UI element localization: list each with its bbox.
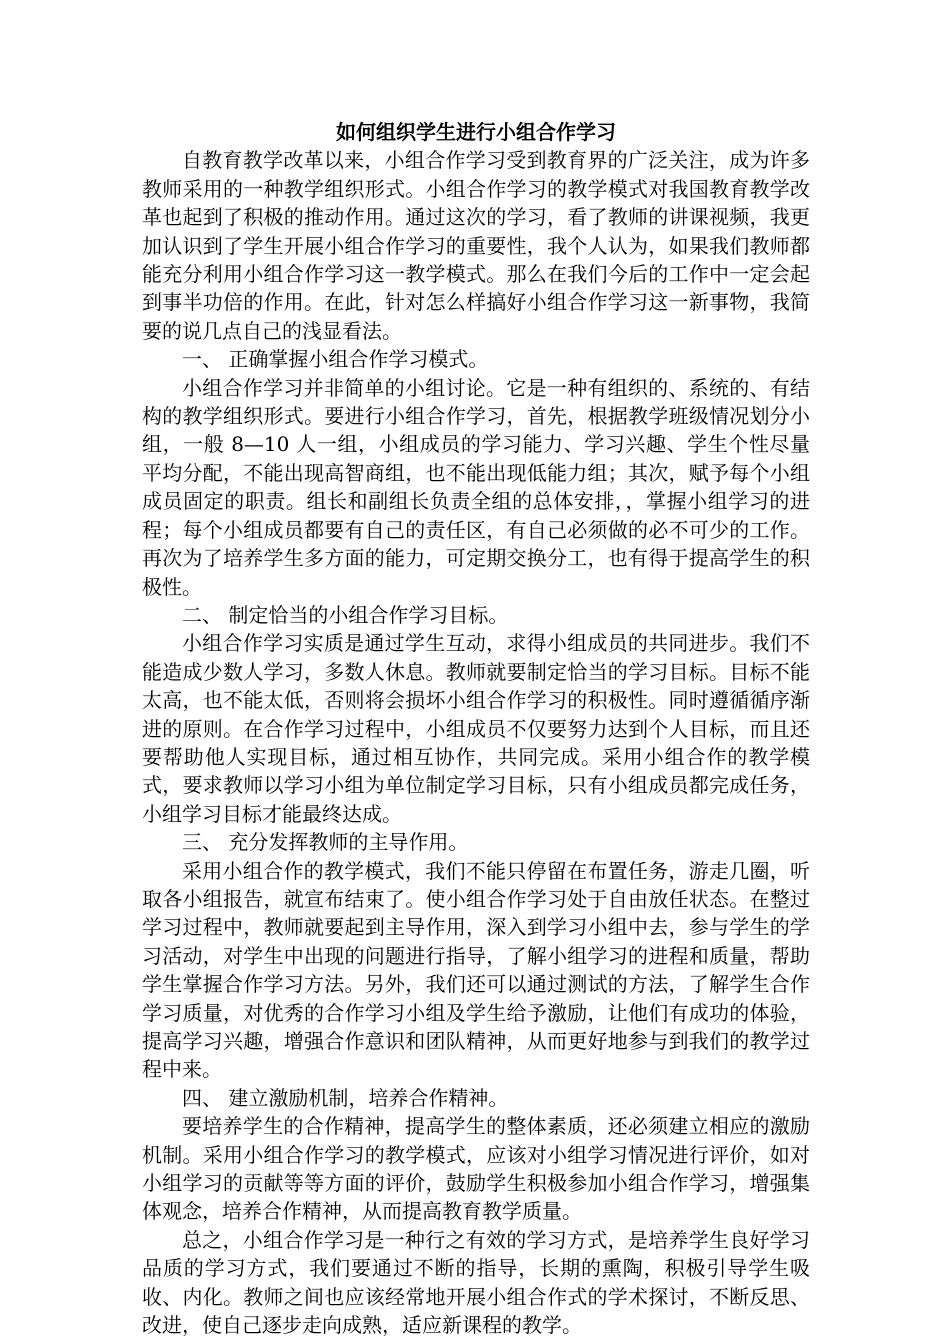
section-heading-4: 四、 建立激励机制，培养合作精神。 <box>182 1085 509 1110</box>
section-body-3: 采用小组合作的教学模式，我们不能只停留在布置任务，游走几圈，听取各小组报告，就宣布结束了。使小组合作学习处于自由放任状态。在整过学习过程中，教师就要起到主导作用，深入到学习小组中去，参与学生的学习活动，对学生中出现的问题进行指导，了解小组学习的进程和质量，帮助学生掌握合作学习方法。另外，我们还可以通过测试的方法，了解学生合作学习质量，对优秀的合作学习小组及学生给予激励，让他们有成功的体验，提高学习兴趣，增强合作意识和团队精神，从而更好地参与到我们的教学过程中来。 <box>142 858 810 1082</box>
intro-paragraph: 自教育教学改革以来，小组合作学习受到教育界的广泛关注，成为许多教师采用的一种教学组织形式。小组合作学习的教学模式对我国教育教学改革也起到了积极的推动作用。通过这次的学习，看了教师的讲课视频，我更加认识到了学生开展小组合作学习的重要性，我个人认为，如果我们教师都能充分利用小组合作学习这一教学模式。那么在我们今后的工作中一定会起到事半功倍的作用。在此，针对怎么样搞好小组合作学习这一新事物，我简要的说几点自己的浅显看法。 <box>142 148 810 343</box>
section-body-1: 小组合作学习并非简单的小组讨论。它是一种有组织的、系统的、有结构的教学组织形式。要进行小组合作学习，首先，根据教学班级情况划分小组，一般 8—10 人一组，小组成员的学习能力、学习兴趣、学生个性尽量平均分配，不能出现高智商组，也不能出现低能力组；其次，赋予每个小组成员固定的职责。组长和副组长负责全组的总体安排，，掌握小组学习的进程；每个小组成员都要有自己的责任区，有自己必须做的必不可少的工作。再次为了培养学生多方面的能力，可定期交换分工，也有得于提高学生的积极性。 <box>142 375 810 599</box>
section-heading-1: 一、 正确掌握小组合作学习模式。 <box>182 347 489 372</box>
section-heading-2: 二、 制定恰当的小组合作学习目标。 <box>182 602 509 627</box>
section-heading-3: 三、 充分发挥教师的主导作用。 <box>182 830 469 855</box>
document-title: 如何组织学生进行小组合作学习 <box>336 120 616 144</box>
conclusion-paragraph: 总之，小组合作学习是一种行之有效的学习方式，是培养学生良好学习品质的学习方式，我们要通过不断的指导，长期的熏陶，积极引导学生吸收、内化。教师之间也应该经常地开展小组合作式的学术探讨，不断反思、改进，使自己逐步走向成熟，适应新课程的教学。 <box>142 1227 810 1338</box>
section-body-4: 要培养学生的合作精神，提高学生的整体素质，还必须建立相应的激励机制。采用小组合作学习的教学模式，应该对小组学习情况进行评价，如对小组学习的贡献等等方面的评价，鼓励学生积极参加小组合作学习，增强集体观念，培养合作精神，从而提高教育教学质量。 <box>142 1114 810 1224</box>
document-page <box>142 118 810 1339</box>
section-body-2: 小组合作学习实质是通过学生互动，求得小组成员的共同进步。我们不能造成少数人学习，多数人休息。教师就要制定恰当的学习目标。目标不能太高，也不能太低，否则将会损坏小组合作学习的积极性。同时遵循循序渐进的原则。在合作学习过程中，小组成员不仅要努力达到个人目标，而且还要帮助他人实现目标，通过相互协作，共同完成。采用小组合作的教学模式，要求教师以学习小组为单位制定学习目标，只有小组成员都完成任务，小组学习目标才能最终达成。 <box>142 631 810 826</box>
